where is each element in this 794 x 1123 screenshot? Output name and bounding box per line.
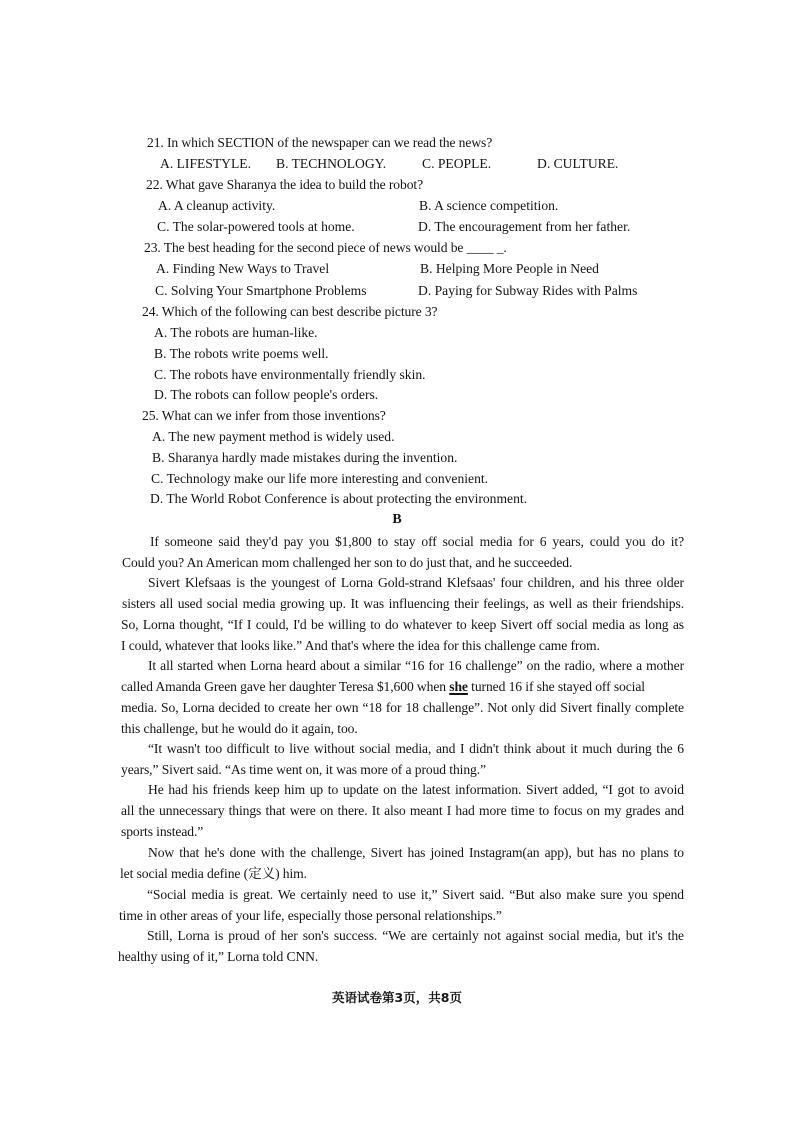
question-21-stem: 21. In which SECTION of the newspaper can we read the news? — [147, 135, 493, 150]
q24-option-c: C. The robots have environmentally friendly skin. — [154, 367, 426, 382]
q24-option-b: B. The robots write poems well. — [154, 346, 329, 361]
q22-option-d: D. The encouragement from her father. — [418, 219, 631, 234]
passage-line: I could, whatever that looks like.” And that's where the idea for this challenge came from. — [121, 638, 600, 653]
passage-line: media. So, Lorna decided to create her own “18 for 18 challenge”. Not only did Sivert finally complete — [121, 700, 684, 715]
q23-option-d: D. Paying for Subway Rides with Palms — [418, 283, 638, 298]
passage-line: years,” Sivert said. “As time went on, it was more of a proud thing.” — [121, 762, 486, 777]
question-22-stem: 22. What gave Sharanya the idea to build the robot? — [146, 177, 424, 192]
question-25-stem: 25. What can we infer from those inventions? — [142, 408, 386, 423]
underlined-word-she: she — [449, 679, 468, 694]
section-heading: B — [392, 512, 402, 527]
q24-option-a: A. The robots are human-like. — [154, 325, 318, 340]
passage-line: sisters all used social media growing up. It was influencing their feelings, as well as their friendships. — [122, 596, 684, 611]
question-23-stem: 23. The best heading for the second piece of news would be ____ _. — [144, 240, 507, 255]
q25-option-d: D. The World Robot Conference is about protecting the environment. — [150, 491, 528, 506]
passage-line: Now that he's done with the challenge, Sivert has joined Instagram(an app), but has no plans to — [148, 845, 684, 860]
q21-option-a: A. LIFESTYLE. — [160, 156, 251, 171]
passage-line: Could you? An American mom challenged her son to do just that, and he succeeded. — [122, 555, 573, 570]
q21-option-d: D. CULTURE. — [537, 156, 619, 171]
passage-line: Still, Lorna is proud of her son's success. “We are certainly not against social media, but it's the — [147, 928, 684, 943]
q21-option-b: B. TECHNOLOGY. — [276, 156, 387, 171]
passage-line: It all started when Lorna heard about a similar “16 for 16 challenge” on the radio, where a mother — [148, 658, 684, 673]
q21-option-c: C. PEOPLE. — [422, 156, 492, 171]
passage-line: healthy using of it,” Lorna told CNN. — [118, 949, 319, 964]
question-24-stem: 24. Which of the following can best describe picture 3? — [142, 304, 438, 319]
passage-line: all the unnecessary things that were on there. It also meant I had more time to focus on my grades and — [121, 803, 684, 818]
passage-line: Sivert Klefsaas is the youngest of Lorna Gold-strand Klefsaas' four children, and his three older — [148, 575, 684, 590]
q22-option-a: A. A cleanup activity. — [158, 198, 276, 213]
passage-line: “It wasn't too difficult to live without social media, and I didn't think about it much during the 6 — [148, 741, 684, 756]
passage-line: “Social media is great. We certainly need to use it,” Sivert said. “But also make sure you spend — [147, 887, 684, 902]
passage-line: this challenge, but he would do it again, too. — [121, 721, 358, 736]
page-footer: 英语试卷第3页，共8页 — [332, 990, 462, 1005]
passage-line: So, Lorna thought, “If I could, I'd be willing to do whatever to keep Sivert off social media as long as — [121, 617, 684, 632]
q22-option-b: B. A science competition. — [419, 198, 559, 213]
passage-line: If someone said they'd pay you $1,800 to stay off social media for 6 years, could you do it? — [150, 534, 684, 549]
q22-option-c: C. The solar-powered tools at home. — [157, 219, 355, 234]
q25-option-c: C. Technology make our life more interesting and convenient. — [151, 471, 489, 486]
passage-line: let social media define (定义) him. — [120, 866, 307, 881]
passage-line: called Amanda Green gave her daughter Teresa $1,600 when she turned 16 if she stayed off social — [121, 679, 645, 694]
q23-option-b: B. Helping More People in Need — [420, 261, 599, 276]
q23-option-a: A. Finding New Ways to Travel — [156, 261, 330, 276]
passage-line: sports instead.” — [121, 824, 204, 839]
passage-line: time in other areas of your life, especially those personal relationships.” — [119, 908, 502, 923]
q25-option-a: A. The new payment method is widely used. — [152, 429, 395, 444]
q23-option-c: C. Solving Your Smartphone Problems — [155, 283, 367, 298]
passage-line: He had his friends keep him up to update on the latest information. Sivert added, “I got to avoid — [148, 782, 684, 797]
q25-option-b: B. Sharanya hardly made mistakes during the invention. — [152, 450, 458, 465]
q24-option-d: D. The robots can follow people's orders. — [154, 387, 379, 402]
